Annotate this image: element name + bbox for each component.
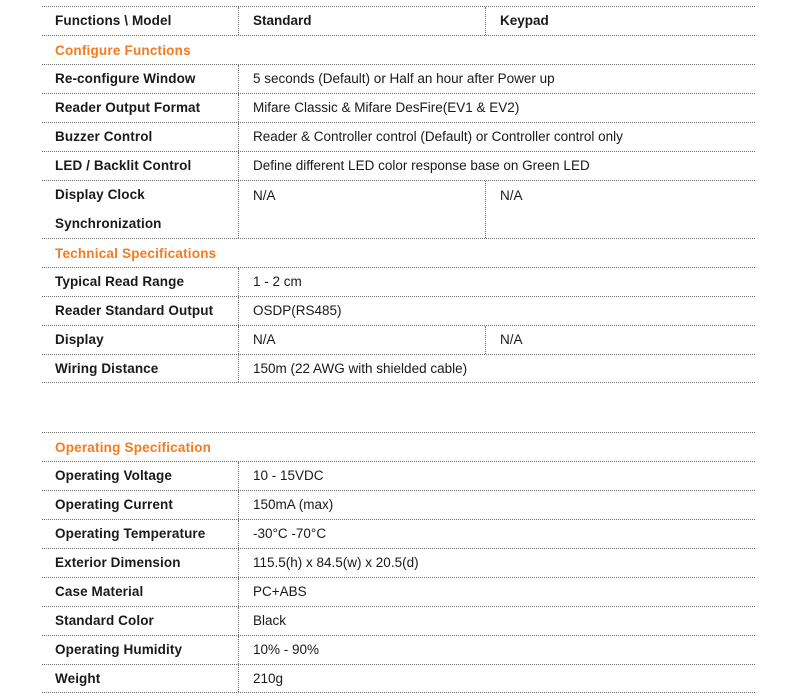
table-row-display xyxy=(42,325,755,354)
table-row xyxy=(42,519,755,548)
row-value: OSDP(RS485) xyxy=(238,297,755,325)
table-row xyxy=(42,122,755,151)
section-header-configure-functions xyxy=(42,35,755,64)
row-value: 10% - 90% xyxy=(238,636,755,664)
row-label: Reader Output Format xyxy=(55,100,201,116)
table-row xyxy=(42,93,755,122)
row-label: Wiring Distance xyxy=(55,360,159,376)
table-row-display-clock xyxy=(42,180,755,238)
row-label: Operating Current xyxy=(55,497,173,513)
row-label: Exterior Dimension xyxy=(55,555,181,571)
row-value-standard: N/A xyxy=(238,326,485,354)
section-title: Configure Functions xyxy=(55,42,191,58)
section-title: Operating Specification xyxy=(55,439,212,455)
table-row xyxy=(42,548,755,577)
table-row xyxy=(42,635,755,664)
row-value: Reader & Controller control (Default) or Controller control only xyxy=(238,123,755,151)
header-cell-keypad: Keypad xyxy=(485,7,755,35)
row-value: 150mA (max) xyxy=(238,491,755,519)
row-value: Black xyxy=(238,607,755,635)
table-row xyxy=(42,151,755,180)
row-value: 1 - 2 cm xyxy=(238,268,755,296)
table-row xyxy=(42,490,755,519)
row-value: 5 seconds (Default) or Half an hour after Power up xyxy=(238,65,755,93)
header-cell-standard: Standard xyxy=(238,7,485,35)
spec-block-functions xyxy=(42,6,755,383)
row-value: 150m (22 AWG with shielded cable) xyxy=(238,355,755,382)
table-row xyxy=(42,664,755,693)
row-value-keypad: N/A xyxy=(485,181,755,238)
section-header-technical-specifications xyxy=(42,238,755,267)
table-row xyxy=(42,606,755,635)
row-label: Typical Read Range xyxy=(55,274,185,290)
table-row xyxy=(42,64,755,93)
table-row xyxy=(42,296,755,325)
row-label: Re-configure Window xyxy=(55,71,196,87)
row-label xyxy=(42,181,238,238)
table-row xyxy=(42,354,755,383)
row-value: Define different LED color response base on Green LED xyxy=(238,152,755,180)
section-header-operating-specification xyxy=(42,432,755,461)
row-value: Mifare Classic & Mifare DesFire(EV1 & EV2) xyxy=(238,94,755,122)
table-row xyxy=(42,577,755,606)
row-label: Operating Humidity xyxy=(55,642,183,658)
header-cell-functions: Functions \ Model xyxy=(55,13,172,29)
row-label: Operating Temperature xyxy=(55,526,206,542)
row-label: Reader Standard Output xyxy=(55,303,214,319)
row-label: Weight xyxy=(55,670,101,686)
row-value: 10 - 15VDC xyxy=(238,462,755,490)
row-value: 115.5(h) x 84.5(w) x 20.5(d) xyxy=(238,549,755,577)
section-title: Technical Specifications xyxy=(55,245,217,261)
spec-block-operating xyxy=(42,432,755,693)
row-label-line-1: Display Clock xyxy=(55,187,145,203)
row-label: Standard Color xyxy=(55,613,154,629)
row-value-standard: N/A xyxy=(238,181,485,238)
row-value: 210g xyxy=(238,665,755,692)
row-label: Case Material xyxy=(55,584,144,600)
row-value-keypad: N/A xyxy=(485,326,755,354)
row-value: PC+ABS xyxy=(238,578,755,606)
table-row xyxy=(42,267,755,296)
row-label: Buzzer Control xyxy=(55,129,153,145)
row-label: Operating Voltage xyxy=(55,468,172,484)
row-value: -30°C -70°C xyxy=(238,520,755,548)
row-label-line-2: Synchronization xyxy=(55,216,162,232)
table-row xyxy=(42,461,755,490)
row-label: LED / Backlit Control xyxy=(55,158,192,174)
table-header-row xyxy=(42,6,755,35)
row-label: Display xyxy=(55,332,104,348)
